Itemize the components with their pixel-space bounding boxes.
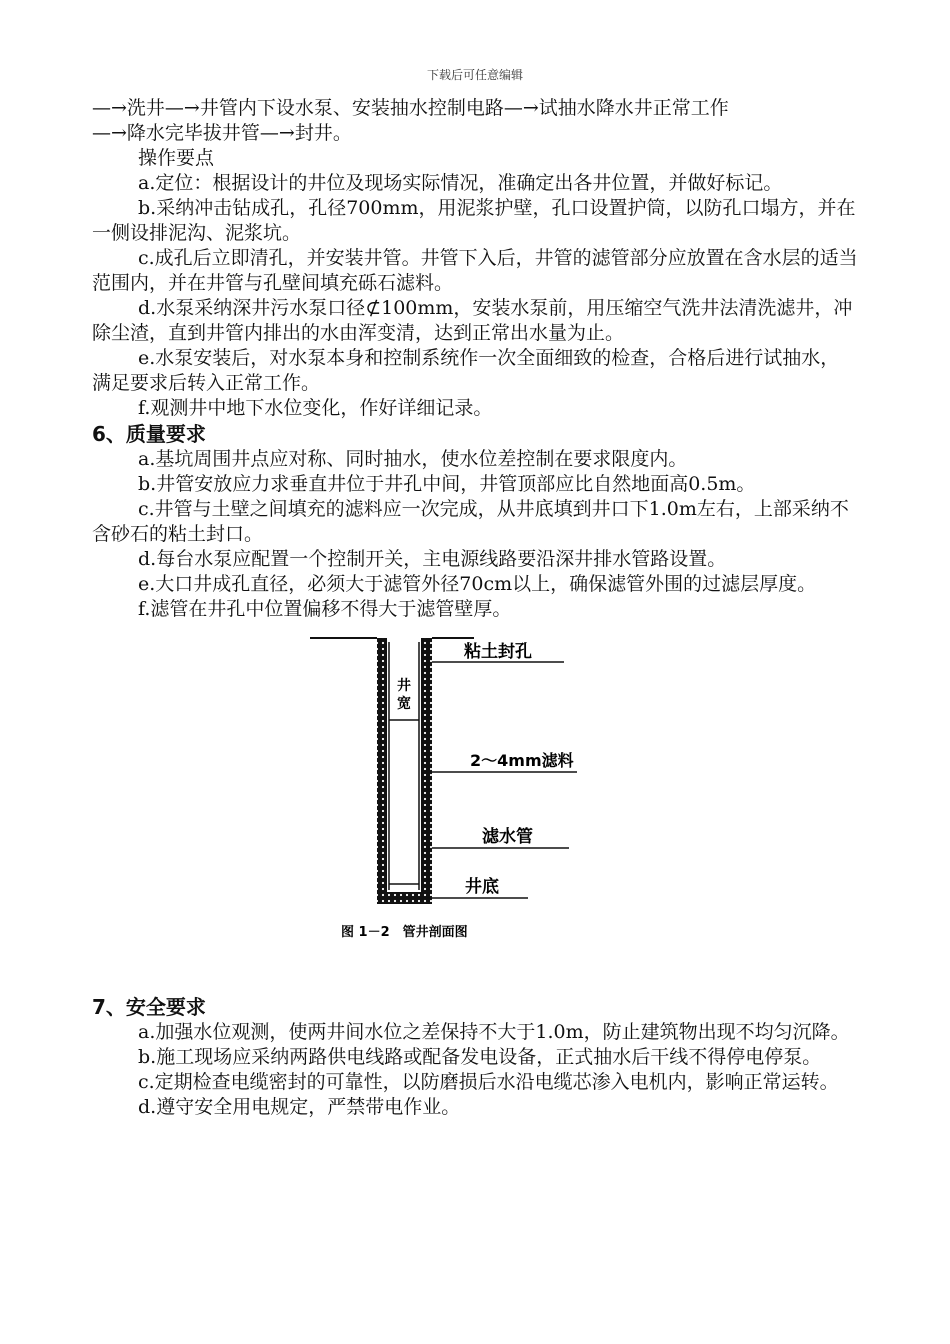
well-width-char-2: 宽 (397, 696, 411, 712)
label-bottom: 井底 (465, 877, 499, 897)
label-filter: 2～4mm滤料 (470, 751, 574, 770)
well-width-char-1: 井 (397, 678, 411, 694)
operation-item-f: f.观测井中地下水位变化，作好详细记录。 (138, 397, 493, 419)
quality-item-d: d.每台水泵应配置一个控制开关，主电源线路要沿深井排水管路设置。 (138, 548, 727, 570)
operation-title: 操作要点 (138, 147, 215, 169)
quality-item-e: e.大口井成孔直径，必须大于滤管外径70cm以上，确保滤管外围的过滤层厚度。 (138, 573, 817, 595)
safety-item-a: a.加强水位观测，使两井间水位之差保持不大于1.0m，防止建筑物出现不均匀沉降。 (138, 1021, 850, 1043)
quality-item-c: c.井管与土壁之间填充的滤料应一次完成，从井底填到井口下1.0m左右，上部采纳不含砂石的粘土封口。 (92, 498, 849, 545)
page-header: 下载后可任意编辑 (426, 68, 523, 82)
operation-item-e: e.水泵安装后，对水泵本身和控制系统作一次全面细致的检查，合格后进行试抽水，满足要求后转入正常工作。 (92, 347, 840, 394)
label-clay-seal: 粘土封孔 (464, 642, 532, 662)
quality-item-f: f.滤管在井孔中位置偏移不得大于滤管壁厚。 (138, 598, 512, 620)
safety-item-b: b.施工现场应采纳两路供电线路或配备发电设备，正式抽水后干线不得停电停泵。 (138, 1046, 822, 1068)
safety-item-c: c.定期检查电缆密封的可靠性，以防磨损后水沿电缆芯渗入电机内，影响正常运转。 (138, 1071, 839, 1093)
document-body (92, 96, 858, 1120)
well-section-diagram (92, 622, 858, 994)
right-gravel-column (421, 638, 432, 904)
operation-item-b: b.采纳冲击钻成孔，孔径700mm，用泥浆护壁，孔口设置护筒，以防孔口塌方，并在一侧设排泥沟、泥浆坑。 (92, 197, 856, 244)
operation-item-c: c.成孔后立即清孔，并安装井管。井管下入后，井管的滤管部分应放置在含水层的适当范围内，并在井管与孔壁间填充砾石滤料。 (92, 247, 858, 294)
quality-heading: 6、质量要求 (92, 422, 206, 446)
safety-heading: 7、安全要求 (92, 995, 206, 1019)
left-gravel-column (377, 638, 387, 904)
bottom-gravel (377, 892, 432, 904)
figure-caption: 图 1－2 管井剖面图 (341, 925, 468, 940)
operation-item-d: d.水泵采纳深井污水泵口径⊄100mm，安装水泵前，用压缩空气洗井法清洗滤井，冲除尘渣，直到井管内排出的水由浑变清，达到正常出水量为止。 (92, 297, 853, 344)
safety-item-d: d.遵守安全用电规定，严禁带电作业。 (138, 1096, 461, 1118)
flow-line-2: —→降水完毕拔井管—→封井。 (92, 122, 352, 144)
well-section-figure (92, 622, 858, 994)
quality-item-a: a.基坑周围井点应对称、同时抽水，使水位差控制在要求限度内。 (138, 448, 688, 470)
label-filter-pipe: 滤水管 (482, 827, 533, 847)
operation-item-a: a.定位：根据设计的井位及现场实际情况，准确定出各井位置，并做好标记。 (138, 172, 783, 194)
quality-item-b: b.井管安放应力求垂直井位于井孔中间，井管顶部应比自然地面高0.5m。 (138, 473, 756, 495)
flow-line-1: —→洗井—→井管内下设水泵、安装抽水控制电路—→试抽水降水井正常工作 (92, 97, 729, 119)
